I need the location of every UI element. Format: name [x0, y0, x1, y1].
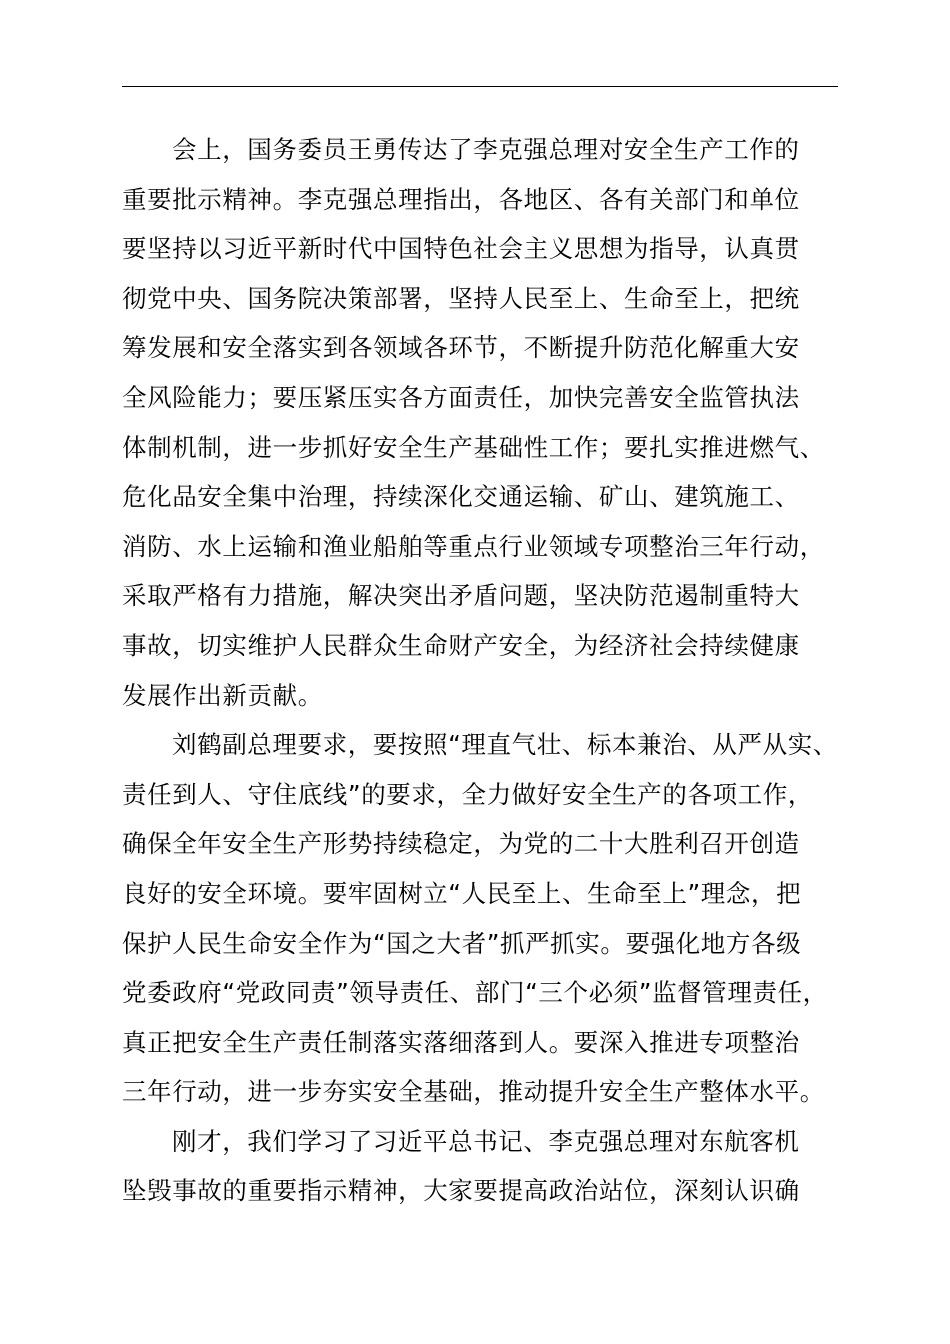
- paragraph-1-line-7: 体制机制，进一步抓好安全生产基础性工作；要扎实推进燃气、: [122, 432, 825, 462]
- document-body: [122, 125, 882, 1216]
- paragraph-2-line-8: 三年行动，进一步夯实安全基础，推动提升安全生产整体水平。: [122, 1077, 825, 1107]
- paragraph-2-line-1: 刘鹤副总理要求，要按照“理直气壮、标本兼治、从严从实、: [172, 730, 838, 760]
- paragraph-1-line-11: 事故，切实维护人民群众生命财产安全，为经济社会持续健康: [122, 630, 800, 660]
- paragraph-1-line-10: 采取严格有力措施，解决突出矛盾问题，坚决防范遏制重特大: [122, 581, 800, 611]
- paragraph-2-line-2: 责任到人、守住底线”的要求，全力做好安全生产的各项工作，: [122, 779, 813, 809]
- paragraph-1-line-1: 会上，国务委员王勇传达了李克强总理对安全生产工作的: [172, 135, 800, 164]
- paragraph-1-line-9: 消防、水上运输和渔业船舶等重点行业领域专项整治三年行动，: [122, 531, 825, 561]
- paragraph-2-line-3: 确保全年安全生产形势持续稳定，为党的二十大胜利召开创造: [122, 829, 800, 859]
- paragraph-1-line-2: 重要批示精神。李克强总理指出，各地区、各有关部门和单位: [122, 184, 800, 214]
- paragraph-1-line-12: 发展作出新贡献。: [122, 680, 323, 710]
- paragraph-1-line-6: 全风险能力；要压紧压实各方面责任，加快完善安全监管执法: [122, 382, 800, 412]
- paragraph-3-line-1: 刚才，我们学习了习近平总书记、李克强总理对东航客机: [172, 1126, 800, 1156]
- paragraph-1-line-8: 危化品安全集中治理，持续深化交通运输、矿山、建筑施工、: [122, 482, 800, 512]
- paragraph-2-line-6: 党委政府“党政同责”领导责任、部门“三个必须”监督管理责任，: [122, 978, 828, 1008]
- paragraph-2-line-4: 良好的安全环境。要牢固树立“人民至上、生命至上”理念，把: [122, 878, 802, 908]
- paragraph-1-line-4: 彻党中央、国务院决策部署，坚持人民至上、生命至上，把统: [122, 283, 800, 313]
- paragraph-2-line-5: 保护人民生命安全作为“国之大者”抓严抓实。要强化地方各级: [122, 928, 802, 958]
- paragraph-1-line-5: 筹发展和安全落实到各领域各环节，不断提升防范化解重大安: [122, 333, 800, 363]
- paragraph-1-line-3: 要坚持以习近平新时代中国特色社会主义思想为指导，认真贯: [122, 234, 800, 264]
- header-rule: [122, 86, 838, 87]
- paragraph-3-line-2: 坠毁事故的重要指示精神，大家要提高政治站位，深刻认识确: [122, 1176, 800, 1206]
- paragraph-2-line-7: 真正把安全生产责任制落实落细落到人。要深入推进专项整治: [122, 1027, 800, 1057]
